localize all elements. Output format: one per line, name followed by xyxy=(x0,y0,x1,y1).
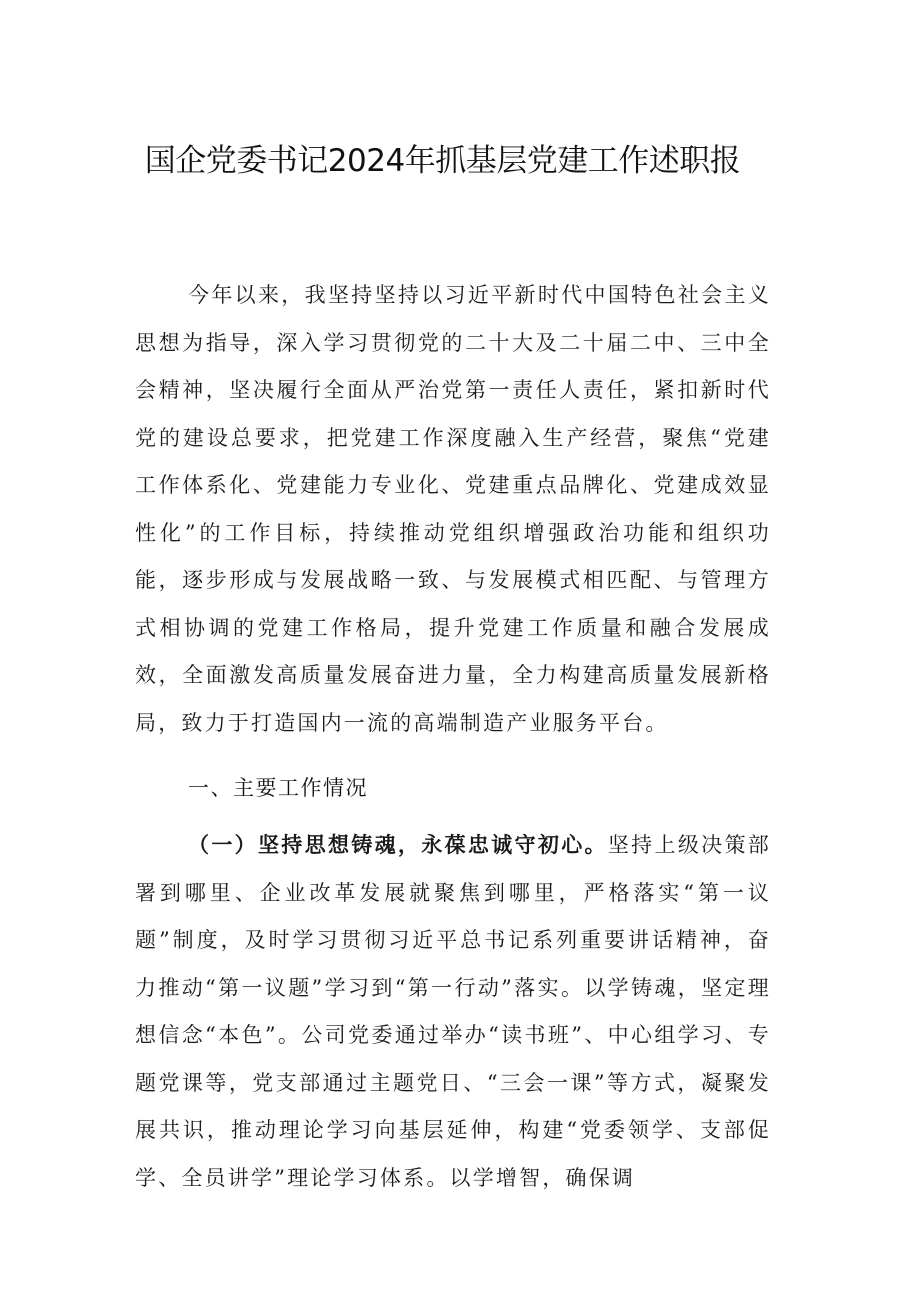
document-title: 国企党委书记2024年抓基层党建工作述职报 xyxy=(144,143,741,179)
subsection-lead: （一）坚持思想铸魂，永葆忠诚守初心。 xyxy=(188,833,608,857)
subsection-paragraph xyxy=(135,822,771,1202)
intro-paragraph: 今年以来，我坚持坚持以习近平新时代中国特色社会主义思想为指导，深入学习贯彻党的二十大及二十届二中、三中全会精神，坚决履行全面从严治党第一责任人责任，紧扣新时代党的建设总要求，把党建工作深度融入生产经营，聚焦“党建工作体系化、党建能力专业化、党建重点品牌化、党建成效显性化”的工作目标，持续推动党组织增强政治功能和组织功能，逐步形成与发展战略一致、与发展模式相匹配、与管理方式相协调的党建工作格局，提升党建工作质量和融合发展成效，全面激发高质量发展奋进力量，全力构建高质量发展新格局，致力于打造国内一流的高端制造产业服务平台。 xyxy=(135,283,771,735)
subsection-text: 坚持上级决策部署到哪里、企业改革发展就聚焦到哪里，严格落实“第一议题”制度，及时学习贯彻习近平总书记系列重要讲话精神，奋力推动“第一议题”学习到“第一行动”落实。以学铸魂，坚定理想信念“本色”。公司党委通过举办“读书班”、中心组学习、专题党课等，党支部通过主题党日、“三会一课”等方式，凝聚发展共识，推动理论学习向基层延伸，构建“党委领学、支部促学、全员讲学”理论学习体系。以学增智，确保调 xyxy=(135,833,771,1190)
section-heading: 一、主要工作情况 xyxy=(188,776,368,800)
